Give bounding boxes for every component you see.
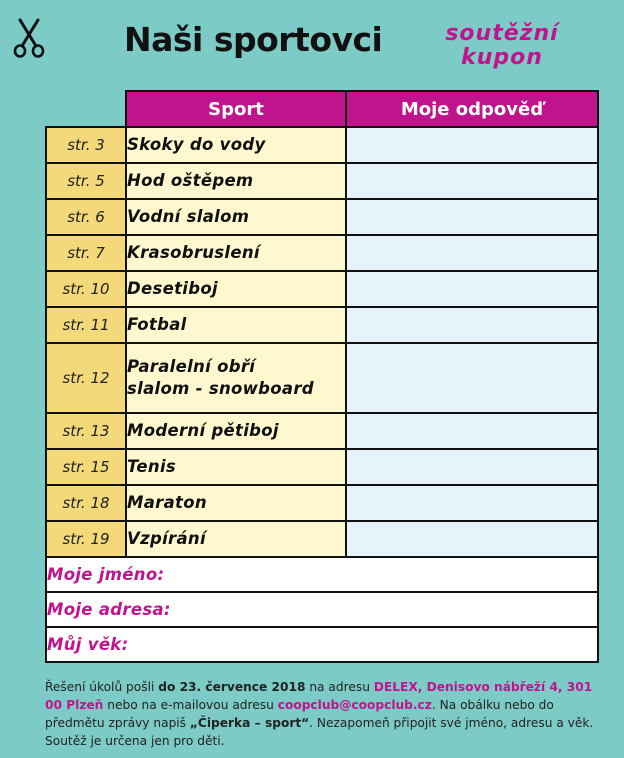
answer-field[interactable] bbox=[346, 163, 598, 199]
sport-name: Vzpírání bbox=[126, 521, 346, 557]
coupon-line-1: soutěžní bbox=[445, 21, 559, 46]
page-ref: str. 15 bbox=[46, 449, 126, 485]
sport-name: Vodní slalom bbox=[126, 199, 346, 235]
table-row bbox=[46, 485, 598, 521]
sport-name: Desetiboj bbox=[126, 271, 346, 307]
name-row bbox=[46, 557, 598, 592]
table-row bbox=[46, 343, 598, 413]
page-ref: str. 6 bbox=[46, 199, 126, 235]
table-row bbox=[46, 235, 598, 271]
page-ref: str. 13 bbox=[46, 413, 126, 449]
deadline: do 23. července 2018 bbox=[158, 680, 306, 694]
name-field[interactable]: Moje jméno: bbox=[46, 557, 598, 592]
answer-field[interactable] bbox=[346, 235, 598, 271]
page-ref: str. 10 bbox=[46, 271, 126, 307]
page-ref: str. 11 bbox=[46, 307, 126, 343]
answer-field[interactable] bbox=[346, 307, 598, 343]
table-row bbox=[46, 521, 598, 557]
table-row bbox=[46, 163, 598, 199]
footer-text-1: Řešení úkolů pošli bbox=[45, 680, 159, 694]
page-title: Naši sportovci bbox=[124, 20, 383, 59]
scissors-icon bbox=[12, 18, 46, 58]
table-row bbox=[46, 271, 598, 307]
sport-name bbox=[126, 343, 346, 413]
answer-field[interactable] bbox=[346, 449, 598, 485]
table-row bbox=[46, 413, 598, 449]
page-ref: str. 19 bbox=[46, 521, 126, 557]
answer-field[interactable] bbox=[346, 343, 598, 413]
coupon-line-2: kupon bbox=[461, 45, 543, 70]
coupon-label bbox=[440, 22, 564, 70]
answer-column-header: Moje odpověď bbox=[346, 91, 598, 127]
age-field[interactable]: Můj věk: bbox=[46, 627, 598, 662]
page-ref: str. 18 bbox=[46, 485, 126, 521]
answer-field[interactable] bbox=[346, 521, 598, 557]
answer-field[interactable] bbox=[346, 199, 598, 235]
address-field[interactable]: Moje adresa: bbox=[46, 592, 598, 627]
sport-name: Maraton bbox=[126, 485, 346, 521]
answer-field[interactable] bbox=[346, 413, 598, 449]
sport-column-header: Sport bbox=[126, 91, 346, 127]
sport-name-line-2: slalom - snowboard bbox=[127, 379, 314, 398]
sport-name: Hod oštěpem bbox=[126, 163, 346, 199]
sport-name: Krasobruslení bbox=[126, 235, 346, 271]
answer-field[interactable] bbox=[346, 271, 598, 307]
email-address: coopclub@coopclub.cz bbox=[277, 698, 432, 712]
subject-line: „Čiperka – sport“ bbox=[189, 716, 310, 730]
sport-name-line-1: Paralelní obří bbox=[127, 357, 256, 376]
footer-text-4: . Na obálku nebo do předmětu zprávy napiš bbox=[45, 698, 554, 730]
instructions-text bbox=[45, 678, 605, 750]
footer-text-5: . Nezapomeň připojit své jméno, adresu a věk. Soutěž je určena jen pro děti. bbox=[45, 716, 594, 748]
page-ref: str. 5 bbox=[46, 163, 126, 199]
address-row bbox=[46, 592, 598, 627]
table-row bbox=[46, 127, 598, 163]
sport-name: Skoky do vody bbox=[126, 127, 346, 163]
table-row bbox=[46, 307, 598, 343]
header-spacer bbox=[46, 91, 126, 127]
age-row bbox=[46, 627, 598, 662]
table-row bbox=[46, 199, 598, 235]
answer-field[interactable] bbox=[346, 127, 598, 163]
page-ref: str. 12 bbox=[46, 343, 126, 413]
footer-text-3: nebo na e-mailovou adresu bbox=[103, 698, 278, 712]
table-header-row bbox=[46, 91, 598, 127]
sport-name: Moderní pětiboj bbox=[126, 413, 346, 449]
answer-field[interactable] bbox=[346, 485, 598, 521]
quiz-table bbox=[45, 90, 599, 663]
table-row bbox=[46, 449, 598, 485]
footer-text-2: na adresu bbox=[305, 680, 374, 694]
page-ref: str. 7 bbox=[46, 235, 126, 271]
sport-name: Tenis bbox=[126, 449, 346, 485]
page-ref: str. 3 bbox=[46, 127, 126, 163]
postal-address: DELEX, Denisovo nábřeží 4, 301 00 Plzeň bbox=[45, 680, 593, 712]
sport-name: Fotbal bbox=[126, 307, 346, 343]
